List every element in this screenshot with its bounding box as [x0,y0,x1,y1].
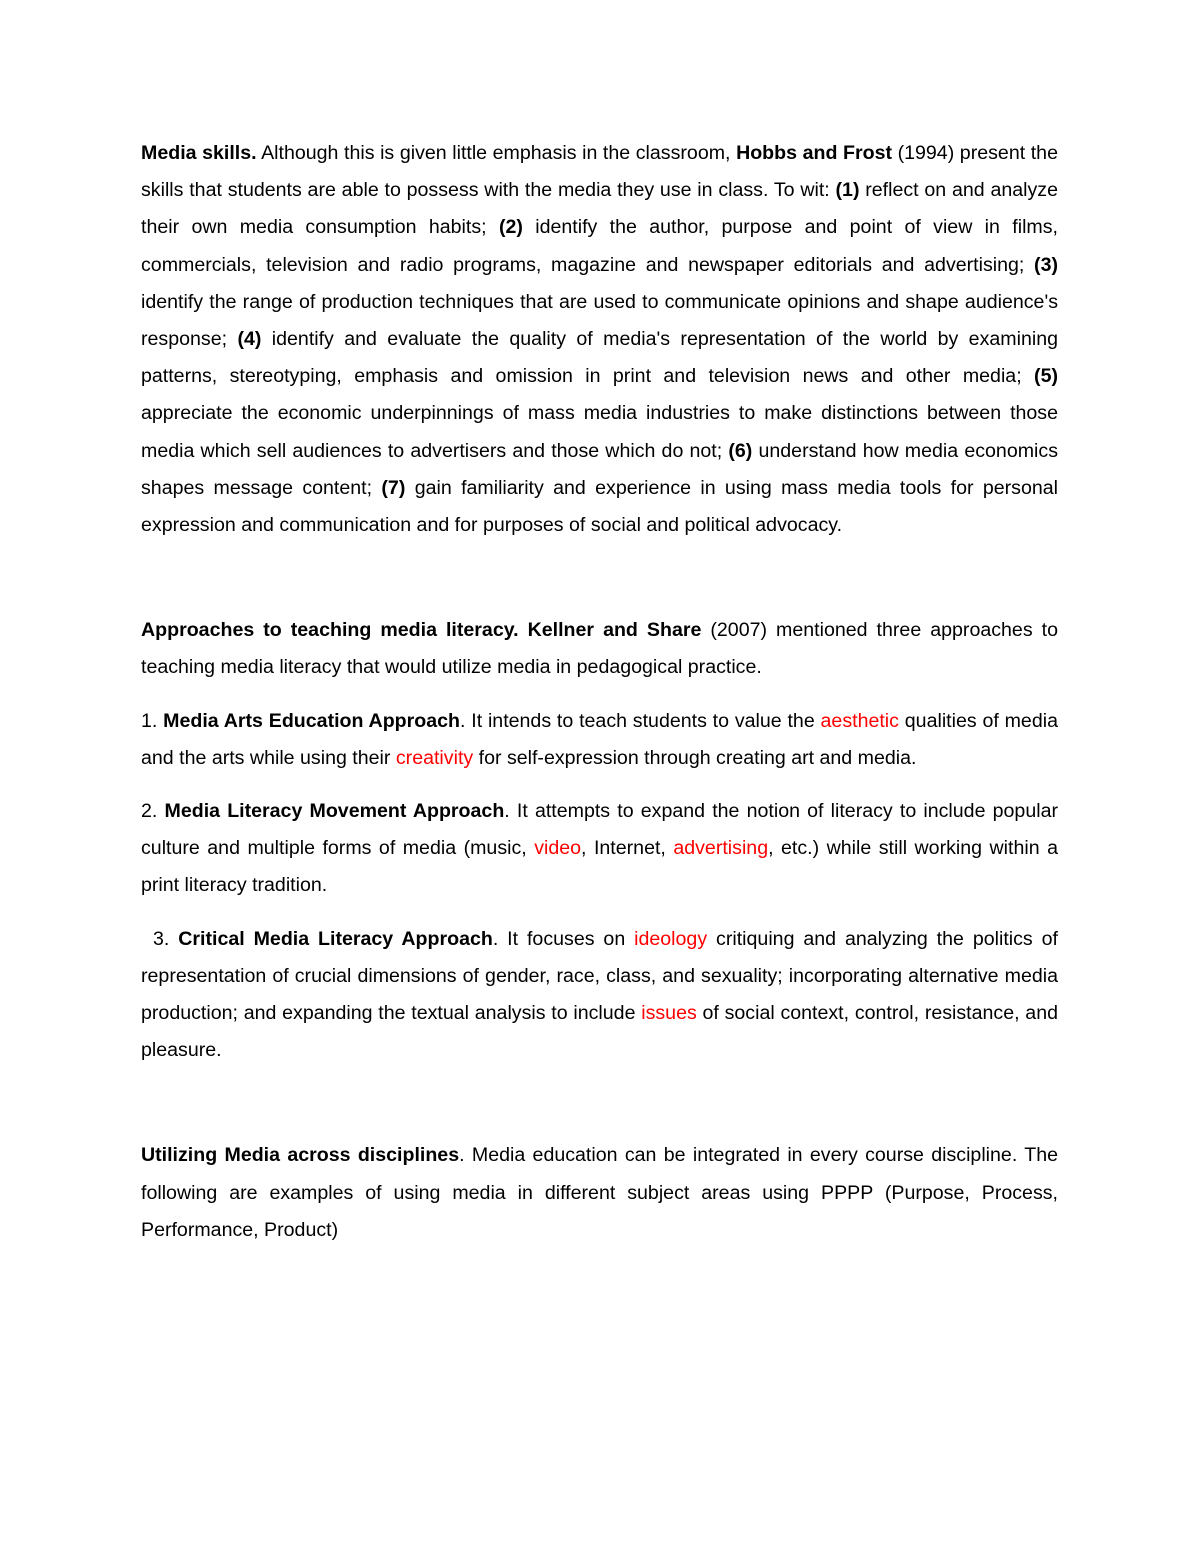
highlight-issues: issues [641,1002,697,1025]
highlight-ideology: ideology [634,927,708,950]
skill-text-4: identify and evaluate the quality of media's representation of the world by examining patterns, stereotyping, emphasis and omission in print and television news and other media; [141,328,1058,388]
media-skills-heading: Media skills. [141,142,257,164]
approach-text-2a: . It attempts to expand the notion of literacy to include popular culture and multiple forms of media (music, [141,800,1058,860]
skill-text-1: reflect on and analyze their own media consumption habits; [141,179,1058,239]
approach-text-3a: . It focuses on [492,927,635,950]
skill-number-4: (4) [237,328,262,351]
highlight-video: video [534,837,582,860]
approach-title-3: Critical Media Literacy Approach [178,927,493,950]
skill-number-2: (2) [498,216,523,239]
highlight-aesthetic: aesthetic [820,709,899,732]
approach-text-3c: of social context, control, resistance, and pleasure. [141,1002,1058,1062]
media-skills-intro-a: Although this is given little emphasis in the classroom, [256,142,737,164]
utilizing-paragraph [141,1137,1058,1249]
skill-text-7: gain familiarity and experience in using mass media tools for personal expression and communication and for purposes of social and political advocacy. [141,476,1059,537]
approach-text-2b: , Internet, [581,837,674,860]
section-spacer [141,544,1058,612]
skill-text-3: identify the range of production techniques that are used to communicate opinions and shape audience's response; [141,290,1058,351]
skill-number-3: (3) [1034,253,1058,276]
media-skills-intro-b: (1994) present the skills that students are able to possess with the media they use in class. To wit: [141,142,1058,202]
approach-item-3 [141,921,1058,1070]
skill-text-6: understand how media economics shapes message content; [141,439,1058,499]
approaches-intro: (2007) mentioned three approaches to teaching media literacy that would utilize media in pedagogical practice. [141,619,1058,679]
approaches-paragraph [141,612,1058,686]
highlight-advertising: advertising [673,837,769,860]
skill-number-6: (6) [728,439,753,462]
approach-text-3b: critiquing and analyzing the politics of representation of crucial dimensions of gender, race, class, and sexuality; incorporating alternative media production; and expanding the textual analysis to include [141,927,1058,1025]
item-spacer [141,687,1058,703]
approach-title-1: Media Arts Education Approach [163,709,460,732]
item-spacer [141,905,1058,921]
media-skills-paragraph [141,135,1058,544]
approach-text-1a: . It intends to teach students to value the [460,709,821,732]
skill-number-5: (5) [1034,365,1058,388]
approach-number-2: 2. [141,800,165,823]
approach-number-1: 1. [141,709,164,732]
highlight-creativity: creativity [395,746,474,769]
approach-title-2: Media Literacy Movement Approach [164,800,505,823]
skill-text-5: appreciate the economic underpinnings of mass media industries to make distinctions between those media which sell audiences to advertisers and those which do not; [141,402,1058,462]
item-spacer [141,777,1058,793]
approach-text-1b: qualities of media and the arts while using their [141,709,1058,769]
skill-text-2: identify the author, purpose and point of view in films, commercials, television and radio programs, magazine and newspaper editorials and advertising; [141,216,1058,276]
approach-item-1 [141,703,1058,777]
skill-number-1: (1) [835,179,860,202]
approach-number-3: 3. [153,927,179,950]
document-page [141,135,1058,1249]
utilizing-heading: Utilizing Media across disciplines [141,1144,460,1167]
approach-text-2c: , etc.) while still working within a print literacy tradition. [141,837,1058,897]
section-spacer [141,1069,1058,1137]
approaches-heading: Approaches to teaching media literacy. [141,619,519,642]
skill-number-7: (7) [381,476,406,499]
approach-text-1c: for self-expression through creating art and media. [473,746,917,769]
approach-item-2 [141,793,1058,905]
media-skills-authors: Hobbs and Frost [736,142,892,164]
approaches-authors: Kellner and Share [527,619,702,642]
utilizing-text: . Media education can be integrated in every course discipline. The following are examples of using media in different subject areas using PPPP (Purpose, Process, Performance, Product) [141,1144,1058,1241]
